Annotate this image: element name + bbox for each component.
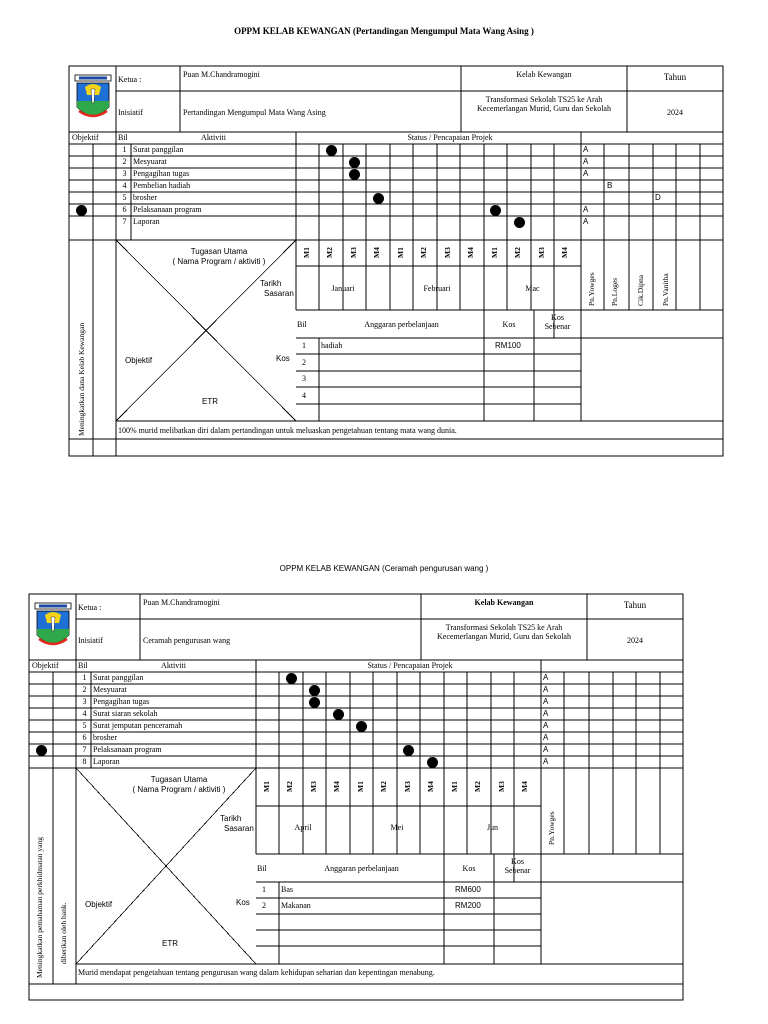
- objective-dot: [36, 745, 47, 756]
- progress-dot: [490, 205, 501, 216]
- inisiatif-value: Ceramah pengurusan wang: [143, 636, 231, 645]
- progress-dot: [514, 217, 525, 228]
- tugasan-utama: Tugasan Utama: [190, 247, 248, 256]
- week-label: M3: [537, 247, 546, 258]
- objective-vertical-text-2: diberikan oleh bank.: [59, 902, 68, 964]
- owner-mark: A: [583, 217, 589, 226]
- activity-bil: 8: [82, 757, 87, 766]
- week-label: M2: [513, 247, 522, 258]
- budget-item: Makanan: [281, 901, 311, 910]
- col-aktiviti: Aktiviti: [161, 661, 186, 670]
- week-label: M4: [466, 247, 475, 258]
- tarikh-label: Tarikh: [220, 814, 242, 823]
- budget-bil: 2: [262, 901, 266, 910]
- activity-label: Laporan: [93, 757, 120, 766]
- nama-program: ( Nama Program / aktiviti ): [172, 257, 266, 266]
- result-text: 100% murid melibatkan diri dalam pertandingan untuk meluaskan pengetahuan tentang mata wang dunia.: [118, 426, 457, 435]
- col-objektif: Objektif: [32, 661, 59, 670]
- activity-label: Mesyuarat: [93, 685, 127, 694]
- activity-bil: 2: [82, 685, 87, 694]
- tahun-label: Tahun: [663, 72, 687, 82]
- activity-bil: 3: [122, 169, 127, 178]
- week-label: M2: [379, 781, 388, 792]
- club-name: Kelab Kewangan: [474, 598, 534, 607]
- owner-mark: D: [655, 193, 661, 202]
- week-label: M3: [497, 781, 506, 792]
- result-text: Murid mendapat pengetahuan tentang pengurusan wang dalam kehidupan seharian dan kepentingan menabung.: [78, 968, 435, 977]
- transformasi-text: Transformasi Sekolah TS25 ke Arah Kecemerlangan Murid, Guru dan Sekolah: [437, 623, 571, 641]
- doc2-title: OPPM KELAB KEWANGAN (Ceramah pengurusan wang ): [279, 564, 489, 573]
- activity-label: Surat siaran sekolah: [93, 709, 158, 718]
- col-objektif: Objektif: [72, 133, 99, 142]
- owner-mark: A: [543, 745, 549, 754]
- budget-cost: RM200: [455, 901, 481, 910]
- ketua-label: Ketua :: [118, 75, 142, 84]
- owner-mark: A: [583, 157, 589, 166]
- progress-dot: [403, 745, 414, 756]
- month-label: Januari: [331, 284, 355, 293]
- activity-bil: 4: [122, 181, 127, 190]
- month-label: Februari: [423, 284, 451, 293]
- progress-dot: [356, 721, 367, 732]
- activity-label: Surat panggilan: [93, 673, 144, 682]
- activity-bil: 5: [82, 721, 87, 730]
- activity-label: Surat panggilan: [133, 145, 184, 154]
- budget-item: Bas: [281, 885, 293, 894]
- week-label: M1: [396, 247, 405, 258]
- progress-dot: [373, 193, 384, 204]
- etr-label: ETR: [202, 397, 218, 406]
- oppm-table-2: [29, 594, 683, 1000]
- activity-label: Pembelian hadiah: [133, 181, 191, 190]
- activity-bil: 6: [82, 733, 87, 742]
- week-label: M2: [419, 247, 428, 258]
- week-label: M2: [285, 781, 294, 792]
- kos-label: Kos: [276, 354, 290, 363]
- col-status: Status / Pencapaian Projek: [367, 661, 453, 670]
- week-label: M1: [262, 781, 271, 792]
- week-label: M4: [332, 781, 341, 792]
- budget-cost: RM600: [455, 885, 481, 894]
- year-value: 2024: [667, 108, 683, 117]
- school-logo: [33, 601, 73, 655]
- kos-header: Kos: [502, 320, 516, 329]
- col-bil: Bil: [118, 133, 128, 142]
- table-grid-2: [29, 594, 683, 1000]
- ketua-name: Puan M.Chandramogini: [183, 70, 260, 79]
- budget-bil-header: Bil: [257, 864, 267, 873]
- tahun-label: Tahun: [623, 600, 647, 610]
- activity-label: Pelaksanaan program: [133, 205, 202, 214]
- objektif-label: Objektif: [125, 356, 153, 365]
- week-label: M3: [309, 781, 318, 792]
- tarikh-label: Tarikh: [260, 279, 282, 288]
- budget-bil: 1: [262, 885, 266, 894]
- inisiatif-label: Inisiatif: [118, 108, 143, 117]
- owner-mark: A: [543, 685, 549, 694]
- owner-mark: A: [583, 169, 589, 178]
- person-label: Pn.Yowges: [547, 811, 556, 845]
- anggaran-header: Anggaran perbelanjaan: [324, 864, 399, 873]
- nama-program: ( Nama Program / aktiviti ): [132, 785, 226, 794]
- activity-bil: 7: [122, 217, 127, 226]
- ketua-label: Ketua :: [78, 603, 102, 612]
- etr-label: ETR: [162, 939, 178, 948]
- school-logo: [73, 73, 113, 127]
- sasaran-label: Sasaran: [264, 289, 294, 298]
- inisiatif-label: Inisiatif: [78, 636, 103, 645]
- week-label: M4: [372, 247, 381, 258]
- tugasan-utama: Tugasan Utama: [150, 775, 208, 784]
- activity-label: Laporan: [133, 217, 160, 226]
- kos-sebenar-header: Kos Sebenar: [504, 857, 531, 875]
- activity-label: Surat jemputan penceramah: [93, 721, 183, 730]
- budget-bil: 3: [302, 374, 306, 384]
- owner-mark: A: [583, 145, 589, 154]
- activity-label: brosher: [133, 193, 157, 202]
- col-status: Status / Pencapaian Projek: [407, 133, 493, 142]
- activity-label: Pengagihan tugas: [93, 697, 150, 706]
- owner-mark: A: [543, 757, 549, 766]
- week-label: M4: [426, 781, 435, 792]
- ketua-name: Puan M.Chandramogini: [143, 598, 220, 607]
- budget-cost: RM100: [495, 341, 521, 350]
- year-value: 2024: [627, 636, 643, 645]
- week-label: M3: [443, 247, 452, 258]
- doc1-title: OPPM KELAB KEWANGAN (Pertandingan Mengumpul Mata Wang Asing ): [234, 26, 534, 36]
- budget-bil: 4: [302, 390, 306, 400]
- activity-label: brosher: [93, 733, 117, 742]
- week-label: M3: [349, 247, 358, 258]
- budget-item: hadiah: [321, 341, 343, 350]
- objective-vertical-text: Meningkatkan dana Kelab Kewangan: [77, 322, 86, 436]
- inisiatif-value: Pertandingan Mengumpul Mata Wang Asing: [183, 108, 326, 117]
- kos-sebenar-header: Kos Sebenar: [544, 313, 571, 331]
- budget-bil: 1: [302, 341, 306, 350]
- activity-label: Pelaksanaan program: [93, 745, 162, 754]
- oppm-table-1: [69, 66, 723, 456]
- week-label: M3: [403, 781, 412, 792]
- week-label: M1: [356, 781, 365, 792]
- month-label: Jun: [486, 823, 499, 832]
- objektif-label: Objektif: [85, 900, 113, 909]
- progress-dot: [333, 709, 344, 720]
- activity-bil: 4: [82, 709, 87, 718]
- person-label: Pn.Yowges: [587, 272, 596, 306]
- col-bil: Bil: [78, 661, 88, 670]
- week-label: M4: [520, 781, 529, 792]
- progress-dot: [309, 685, 320, 696]
- progress-dot: [286, 673, 297, 684]
- activity-bil: 7: [82, 745, 87, 754]
- budget-bil: 2: [302, 357, 306, 367]
- progress-dot: [326, 145, 337, 156]
- owner-mark: A: [543, 697, 549, 706]
- owner-mark: A: [543, 733, 549, 742]
- objective-vertical-text-1: Meningkatkan pemahaman perkhidmatan yang: [35, 837, 44, 978]
- month-label: Mei: [390, 823, 404, 832]
- club-name: Kelab Kewangan: [516, 70, 572, 79]
- activity-label: Mesyuarat: [133, 157, 167, 166]
- week-label: M4: [560, 247, 569, 258]
- activity-bil: 2: [122, 157, 127, 166]
- kos-label: Kos: [236, 898, 250, 907]
- owner-mark: A: [583, 205, 589, 214]
- person-label: Cik.Dipna: [636, 274, 645, 306]
- activity-bil: 1: [122, 145, 127, 154]
- budget-bil-header: Bil: [297, 320, 307, 329]
- activity-bil: 5: [122, 193, 127, 202]
- progress-dot: [349, 169, 360, 180]
- week-label: M1: [490, 247, 499, 258]
- owner-mark: A: [543, 673, 549, 682]
- activity-bil: 3: [82, 697, 87, 706]
- progress-dot: [309, 697, 320, 708]
- anggaran-header: Anggaran perbelanjaan: [364, 320, 439, 329]
- transformasi-text: Transformasi Sekolah TS25 ke Arah Kecemerlangan Murid, Guru dan Sekolah: [477, 95, 611, 113]
- owner-mark: B: [607, 181, 613, 190]
- week-label: M1: [302, 247, 311, 258]
- week-label: M2: [473, 781, 482, 792]
- objective-dot: [76, 205, 87, 216]
- month-label: April: [294, 823, 312, 832]
- week-label: M1: [450, 781, 459, 792]
- progress-dot: [349, 157, 360, 168]
- activity-label: Pengagihan tugas: [133, 169, 190, 178]
- activity-bil: 1: [82, 673, 87, 682]
- person-label: Pn.Vanitha: [661, 273, 670, 306]
- progress-dot: [427, 757, 438, 768]
- col-aktiviti: Aktiviti: [201, 133, 226, 142]
- kos-header: Kos: [462, 864, 476, 873]
- month-label: Mac: [525, 284, 540, 293]
- sasaran-label: Sasaran: [224, 824, 254, 833]
- week-label: M2: [325, 247, 334, 258]
- activity-bil: 6: [122, 205, 127, 214]
- owner-mark: A: [543, 721, 549, 730]
- owner-mark: A: [543, 709, 549, 718]
- person-label: Pn.Loges: [610, 277, 619, 306]
